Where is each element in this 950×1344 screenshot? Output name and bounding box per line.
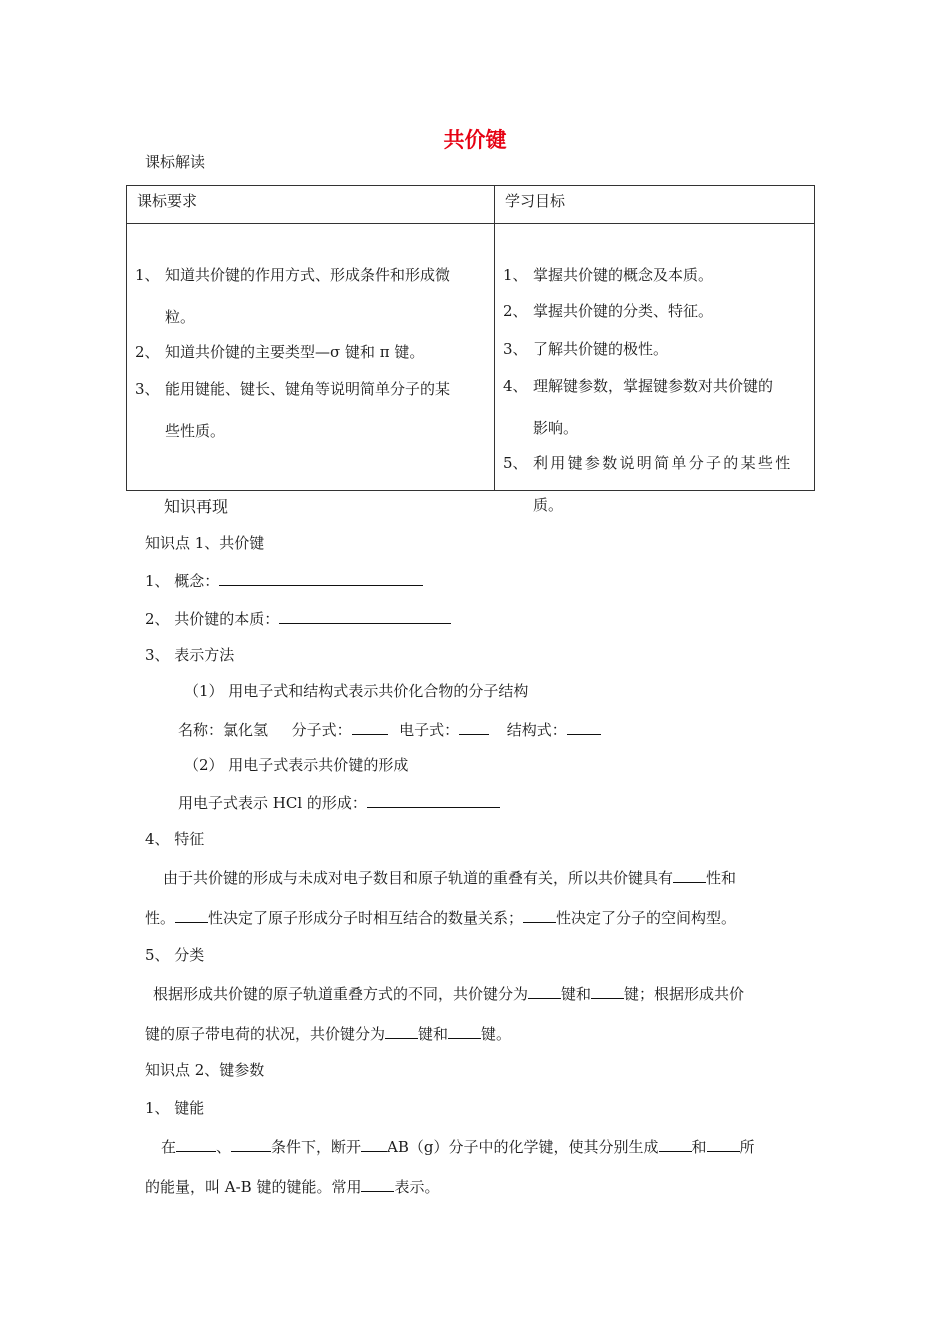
kp2-bond-energy: 1、 键能 (145, 1099, 205, 1117)
objective-1: 1、 掌握共价键的概念及本质。 (503, 266, 714, 284)
requirements-cell (127, 224, 495, 491)
feature-blank-3[interactable] (523, 907, 556, 923)
requirement-3-cont: 些性质。 (165, 422, 226, 440)
objective-4-cont: 影响。 (533, 419, 579, 437)
kp1-heading: 知识点 1、共价键 (145, 534, 265, 552)
energy-blank-3[interactable] (361, 1136, 387, 1152)
objectives-cell (495, 224, 815, 514)
col1-header: 课标要求 (137, 192, 198, 210)
feature-para-2: 性。 性决定了原子形成分子时相互结合的数量关系； 性决定了分子的空间构型。 (145, 909, 737, 927)
hcl-formation: 用电子式表示 HCl 的形成： (178, 792, 500, 813)
objective-5: 5、 利用键参数说明简单分子的某些性 (503, 454, 793, 472)
objective-3: 3、 了解共价键的极性。 (503, 340, 669, 358)
energy-blank-4[interactable] (659, 1136, 692, 1152)
structure-blank[interactable] (567, 719, 601, 735)
class-blank-1[interactable] (528, 983, 561, 999)
section-knowledge-heading: 知识再现 (164, 497, 229, 516)
feature-para-1: 由于共价键的形成与未成对电子数目和原子轨道的重叠有关，所以共价键具有 性和 (163, 869, 737, 887)
energy-blank-6[interactable] (361, 1176, 394, 1192)
energy-para-2: 的能量，叫 A-B 键的键能。常用 表示。 (145, 1178, 440, 1196)
objective-2: 2、 掌握共价键的分类、特征。 (503, 302, 714, 320)
page-title: 共价键 (443, 128, 507, 152)
requirement-1-cont: 粒。 (165, 308, 196, 326)
objective-4: 4、 理解键参数，掌握键参数对共价键的 (503, 377, 774, 395)
formula-blank[interactable] (352, 719, 388, 735)
feature-blank-1[interactable] (673, 867, 706, 883)
energy-blank-2[interactable] (231, 1136, 271, 1152)
requirement-3: 3、 能用键能、键长、键角等说明简单分子的某 (135, 380, 451, 398)
requirement-1: 1、 知道共价键的作用方式、形成条件和形成微 (135, 266, 451, 284)
class-blank-3[interactable] (385, 1023, 418, 1039)
energy-para-1: 在 、 条件下，断开 AB（g）分子中的化学键，使其分别生成 和 所 (161, 1138, 755, 1156)
kp2-heading: 知识点 2、键参数 (145, 1061, 265, 1079)
requirement-2: 2、 知道共价键的主要类型—σ 键和 π 键。 (135, 343, 425, 361)
kp1-classification: 5、 分类 (145, 946, 205, 964)
essence-blank[interactable] (279, 608, 451, 624)
hcl-structure-row: 名称：氯化氢 分子式： 电子式： 结构式： (178, 719, 601, 740)
class-blank-2[interactable] (591, 983, 624, 999)
energy-blank-1[interactable] (176, 1136, 216, 1152)
col2-header: 学习目标 (505, 192, 566, 210)
energy-blank-5[interactable] (707, 1136, 740, 1152)
feature-blank-2[interactable] (175, 907, 208, 923)
kp1-concept: 1、 概念： (145, 570, 423, 591)
concept-blank[interactable] (219, 570, 423, 586)
kp1-representation: 3、 表示方法 (145, 646, 235, 664)
class-para-2: 键的原子带电荷的状况，共价键分为 键和 键。 (145, 1025, 512, 1043)
formation-blank[interactable] (367, 792, 500, 808)
class-para-1: 根据形成共价键的原子轨道重叠方式的不同，共价键分为 键和 键；根据形成共价 (153, 985, 745, 1003)
class-blank-4[interactable] (448, 1023, 481, 1039)
electron-blank[interactable] (459, 719, 489, 735)
kp1-feature: 4、 特征 (145, 830, 205, 848)
section-curriculum-heading: 课标解读 (145, 153, 206, 171)
kp1-essence: 2、 共价键的本质： (145, 608, 451, 629)
kp1-sub2: （2） 用电子式表示共价键的形成 (184, 756, 409, 774)
kp1-sub1: （1） 用电子式和结构式表示共价化合物的分子结构 (184, 682, 529, 700)
objective-5-cont: 质。 (533, 496, 564, 514)
